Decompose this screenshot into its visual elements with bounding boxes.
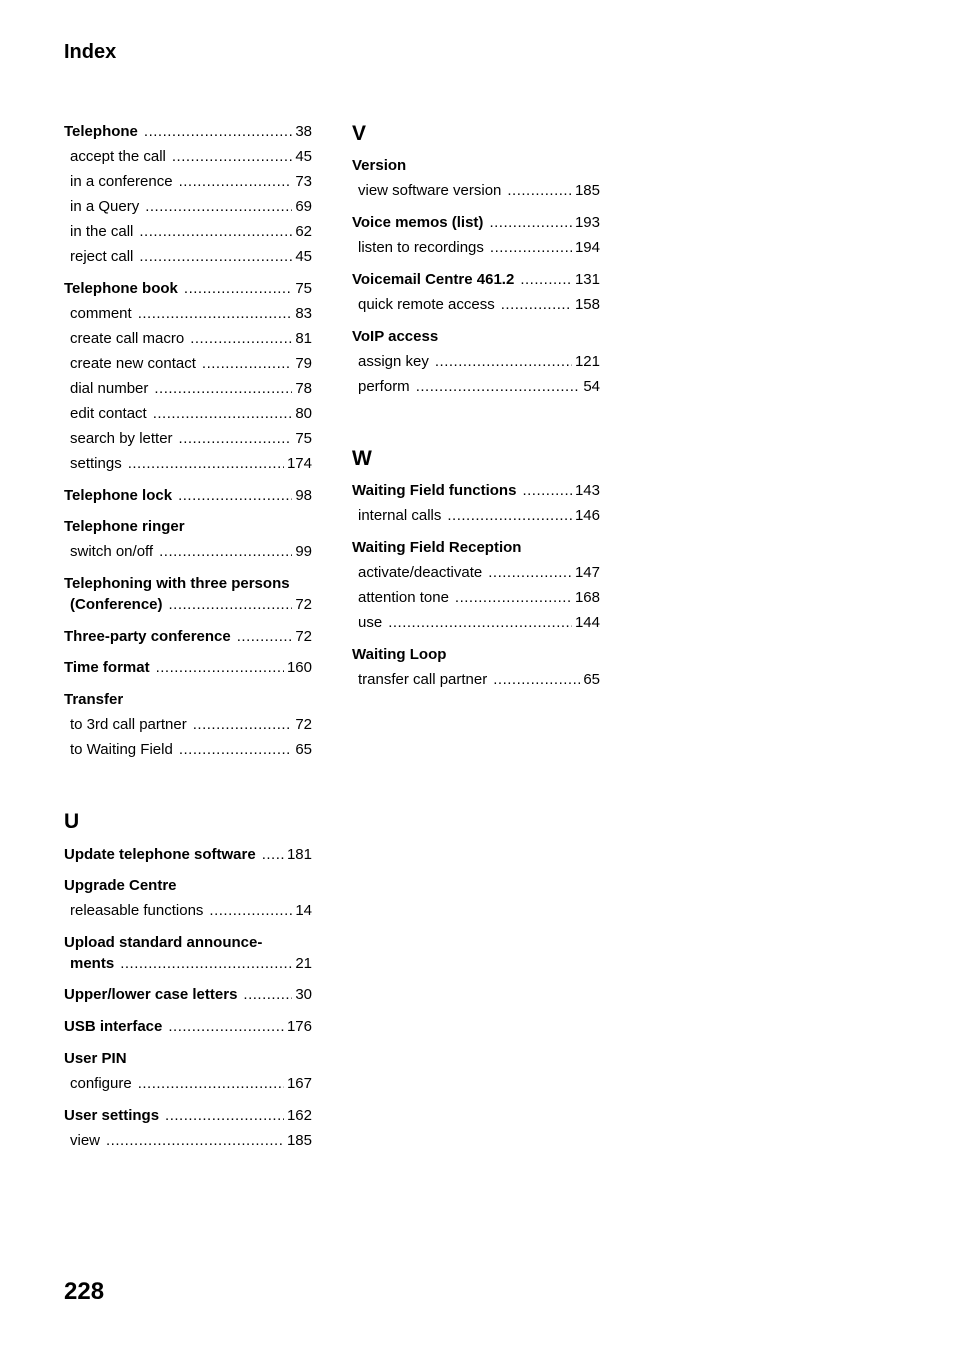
leader-dots [184, 278, 292, 300]
index-subentry [352, 294, 600, 316]
entry-text: Telephone book [64, 280, 178, 297]
index-entry [64, 984, 312, 1006]
page-reference: 83 [295, 305, 312, 322]
index-subentry [64, 146, 312, 168]
index-subentry [64, 953, 312, 975]
page-reference: 38 [295, 123, 312, 140]
entry-text: User PIN [64, 1050, 127, 1067]
index-entry [64, 626, 312, 648]
entry-text: releasable functions [70, 902, 204, 919]
leader-dots [202, 353, 292, 375]
page-reference: 168 [574, 589, 600, 606]
page-reference: 194 [574, 239, 600, 256]
index-entry [64, 1016, 312, 1038]
leader-dots [106, 1130, 284, 1152]
index-subentry [64, 739, 312, 761]
leader-dots [139, 246, 292, 268]
index-entry [64, 932, 312, 954]
index-entry [64, 485, 312, 507]
entry-text: Version [352, 157, 407, 174]
leader-dots [493, 669, 580, 691]
entry-text: use [358, 614, 383, 631]
index-subentry [64, 196, 312, 218]
entry-text: reject call [70, 248, 134, 265]
page-reference: 45 [295, 248, 312, 265]
leader-dots [416, 376, 581, 398]
section-letter: U [64, 810, 80, 833]
page-reference: 81 [295, 330, 312, 347]
page-reference: 30 [295, 986, 312, 1003]
entry-text: perform [358, 378, 410, 395]
index-entry [64, 516, 312, 538]
leader-dots [139, 221, 292, 243]
page-reference: 78 [295, 380, 312, 397]
page-reference: 162 [286, 1107, 312, 1124]
page-reference: 21 [295, 955, 312, 972]
index-subentry [64, 403, 312, 425]
page-reference: 45 [295, 148, 312, 165]
entry-text: Telephoning with three persons [64, 575, 290, 592]
leader-dots [128, 453, 284, 475]
entry-text: view software version [358, 182, 502, 199]
index-entry [64, 875, 312, 897]
page-reference: 75 [295, 430, 312, 447]
leader-dots [138, 303, 293, 325]
leader-dots [455, 587, 572, 609]
page-reference: 79 [295, 355, 312, 372]
page-reference: 75 [295, 280, 312, 297]
section-letter: V [352, 122, 367, 145]
page-reference: 121 [574, 353, 600, 370]
entry-text: create call macro [70, 330, 185, 347]
leader-dots [237, 626, 293, 648]
entry-text: User settings [64, 1107, 160, 1124]
page-reference: 144 [574, 614, 600, 631]
page-reference: 193 [574, 214, 600, 231]
index-subentry [64, 378, 312, 400]
leader-dots [388, 612, 572, 634]
page-reference: 131 [574, 271, 600, 288]
entry-text: Upload standard announce- [64, 934, 263, 951]
leader-dots [501, 294, 572, 316]
leader-dots [169, 594, 293, 616]
page-reference: 65 [295, 741, 312, 758]
leader-dots [179, 428, 293, 450]
entry-text: Telephone ringer [64, 518, 185, 535]
page-reference: 143 [574, 482, 600, 499]
index-subentry [352, 180, 600, 202]
index-entry [64, 1048, 312, 1070]
entry-text: Waiting Field functions [352, 482, 517, 499]
entry-text: activate/deactivate [358, 564, 483, 581]
entry-text: accept the call [70, 148, 166, 165]
page-header-title: Index [64, 41, 117, 63]
leader-dots [193, 714, 293, 736]
entry-text: Transfer [64, 691, 124, 708]
index-subentry [64, 171, 312, 193]
entry-text: Voice memos (list) [352, 214, 484, 231]
index-entry [64, 844, 312, 866]
entry-text: Waiting Loop [352, 646, 447, 663]
entry-text: internal calls [358, 507, 442, 524]
leader-dots [156, 657, 284, 679]
index-subentry [64, 428, 312, 450]
index-subentry [64, 541, 312, 563]
entry-text: (Conference) [70, 596, 163, 613]
page-reference: 54 [583, 378, 600, 395]
leader-dots [262, 844, 284, 866]
leader-dots [168, 1016, 284, 1038]
entry-text: in the call [70, 223, 134, 240]
leader-dots [447, 505, 572, 527]
leader-dots [144, 121, 292, 143]
leader-dots [172, 146, 292, 168]
page-reference: 62 [295, 223, 312, 240]
index-entry [64, 1105, 312, 1127]
entry-text: search by letter [70, 430, 173, 447]
entry-text: transfer call partner [358, 671, 488, 688]
index-subentry [64, 303, 312, 325]
section-letter: W [352, 447, 372, 470]
entry-text: Time format [64, 659, 150, 676]
leader-dots [145, 196, 292, 218]
index-subentry [64, 453, 312, 475]
entry-text: to Waiting Field [70, 741, 173, 758]
entry-text: create new contact [70, 355, 196, 372]
leader-dots [435, 351, 572, 373]
entry-text: Telephone [64, 123, 138, 140]
index-entry [64, 278, 312, 300]
entry-text: in a conference [70, 173, 173, 190]
entry-text: switch on/off [70, 543, 154, 560]
entry-text: dial number [70, 380, 149, 397]
entry-text: comment [70, 305, 132, 322]
page-reference: 158 [574, 296, 600, 313]
index-entry [352, 537, 600, 559]
leader-dots [243, 984, 292, 1006]
index-subentry [64, 221, 312, 243]
entry-text: Telephone lock [64, 487, 173, 504]
entry-text: ments [70, 955, 115, 972]
index-subentry [64, 353, 312, 375]
leader-dots [490, 237, 572, 259]
entry-text: Upper/lower case letters [64, 986, 238, 1003]
entry-text: assign key [358, 353, 429, 370]
leader-dots [507, 180, 572, 202]
entry-text: Three-party conference [64, 628, 231, 645]
leader-dots [488, 562, 572, 584]
index-subentry [352, 376, 600, 398]
index-entry [352, 480, 600, 502]
index-subentry [64, 246, 312, 268]
leader-dots [165, 1105, 284, 1127]
page-reference: 65 [583, 671, 600, 688]
index-entry [64, 657, 312, 679]
leader-dots [522, 480, 572, 502]
index-subentry [64, 900, 312, 922]
index-subentry [64, 714, 312, 736]
entry-text: Upgrade Centre [64, 877, 177, 894]
page-reference: 69 [295, 198, 312, 215]
index-entry [352, 212, 600, 234]
leader-dots [520, 269, 572, 291]
index-entry [352, 269, 600, 291]
entry-text: configure [70, 1075, 132, 1092]
entry-text: in a Query [70, 198, 140, 215]
leader-dots [138, 1073, 284, 1095]
page-reference: 72 [295, 628, 312, 645]
page-reference: 160 [286, 659, 312, 676]
leader-dots [209, 900, 292, 922]
index-entry [352, 644, 600, 666]
leader-dots [153, 403, 293, 425]
index-subentry [352, 562, 600, 584]
index-subentry [64, 1130, 312, 1152]
index-entry [64, 121, 312, 143]
page-reference: 99 [295, 543, 312, 560]
entry-text: to 3rd call partner [70, 716, 187, 733]
entry-text: view [70, 1132, 101, 1149]
leader-dots [120, 953, 292, 975]
index-entry [352, 326, 600, 348]
leader-dots [179, 739, 292, 761]
page-reference: 80 [295, 405, 312, 422]
page-number: 228 [64, 1278, 105, 1305]
index-subentry [352, 669, 600, 691]
leader-dots [179, 171, 293, 193]
leader-dots [159, 541, 292, 563]
page-reference: 14 [295, 902, 312, 919]
page-reference: 98 [295, 487, 312, 504]
index-subentry [352, 587, 600, 609]
page-reference: 146 [574, 507, 600, 524]
page-reference: 181 [286, 846, 312, 863]
index-subentry [352, 237, 600, 259]
index-subentry [64, 1073, 312, 1095]
entry-text: quick remote access [358, 296, 495, 313]
page-reference: 174 [286, 455, 312, 472]
page-reference: 72 [295, 596, 312, 613]
page-reference: 185 [574, 182, 600, 199]
index-subentry [64, 328, 312, 350]
index-entry [64, 573, 312, 595]
entry-text: listen to recordings [358, 239, 484, 256]
entry-text: edit contact [70, 405, 147, 422]
index-entry [64, 689, 312, 711]
index-subentry [352, 612, 600, 634]
page-reference: 167 [286, 1075, 312, 1092]
page-reference: 72 [295, 716, 312, 733]
leader-dots [178, 485, 292, 507]
page-reference: 185 [286, 1132, 312, 1149]
page-reference: 176 [286, 1018, 312, 1035]
entry-text: USB interface [64, 1018, 163, 1035]
entry-text: settings [70, 455, 122, 472]
leader-dots [489, 212, 572, 234]
index-subentry [64, 594, 312, 616]
entry-text: attention tone [358, 589, 449, 606]
index-subentry [352, 505, 600, 527]
leader-dots [190, 328, 292, 350]
entry-text: Voicemail Centre 461.2 [352, 271, 515, 288]
index-subentry [352, 351, 600, 373]
entry-text: Update telephone software [64, 846, 256, 863]
page-reference: 147 [574, 564, 600, 581]
entry-text: Waiting Field Reception [352, 539, 522, 556]
index-entry [352, 155, 600, 177]
page-reference: 73 [295, 173, 312, 190]
leader-dots [154, 378, 292, 400]
entry-text: VoIP access [352, 328, 439, 345]
